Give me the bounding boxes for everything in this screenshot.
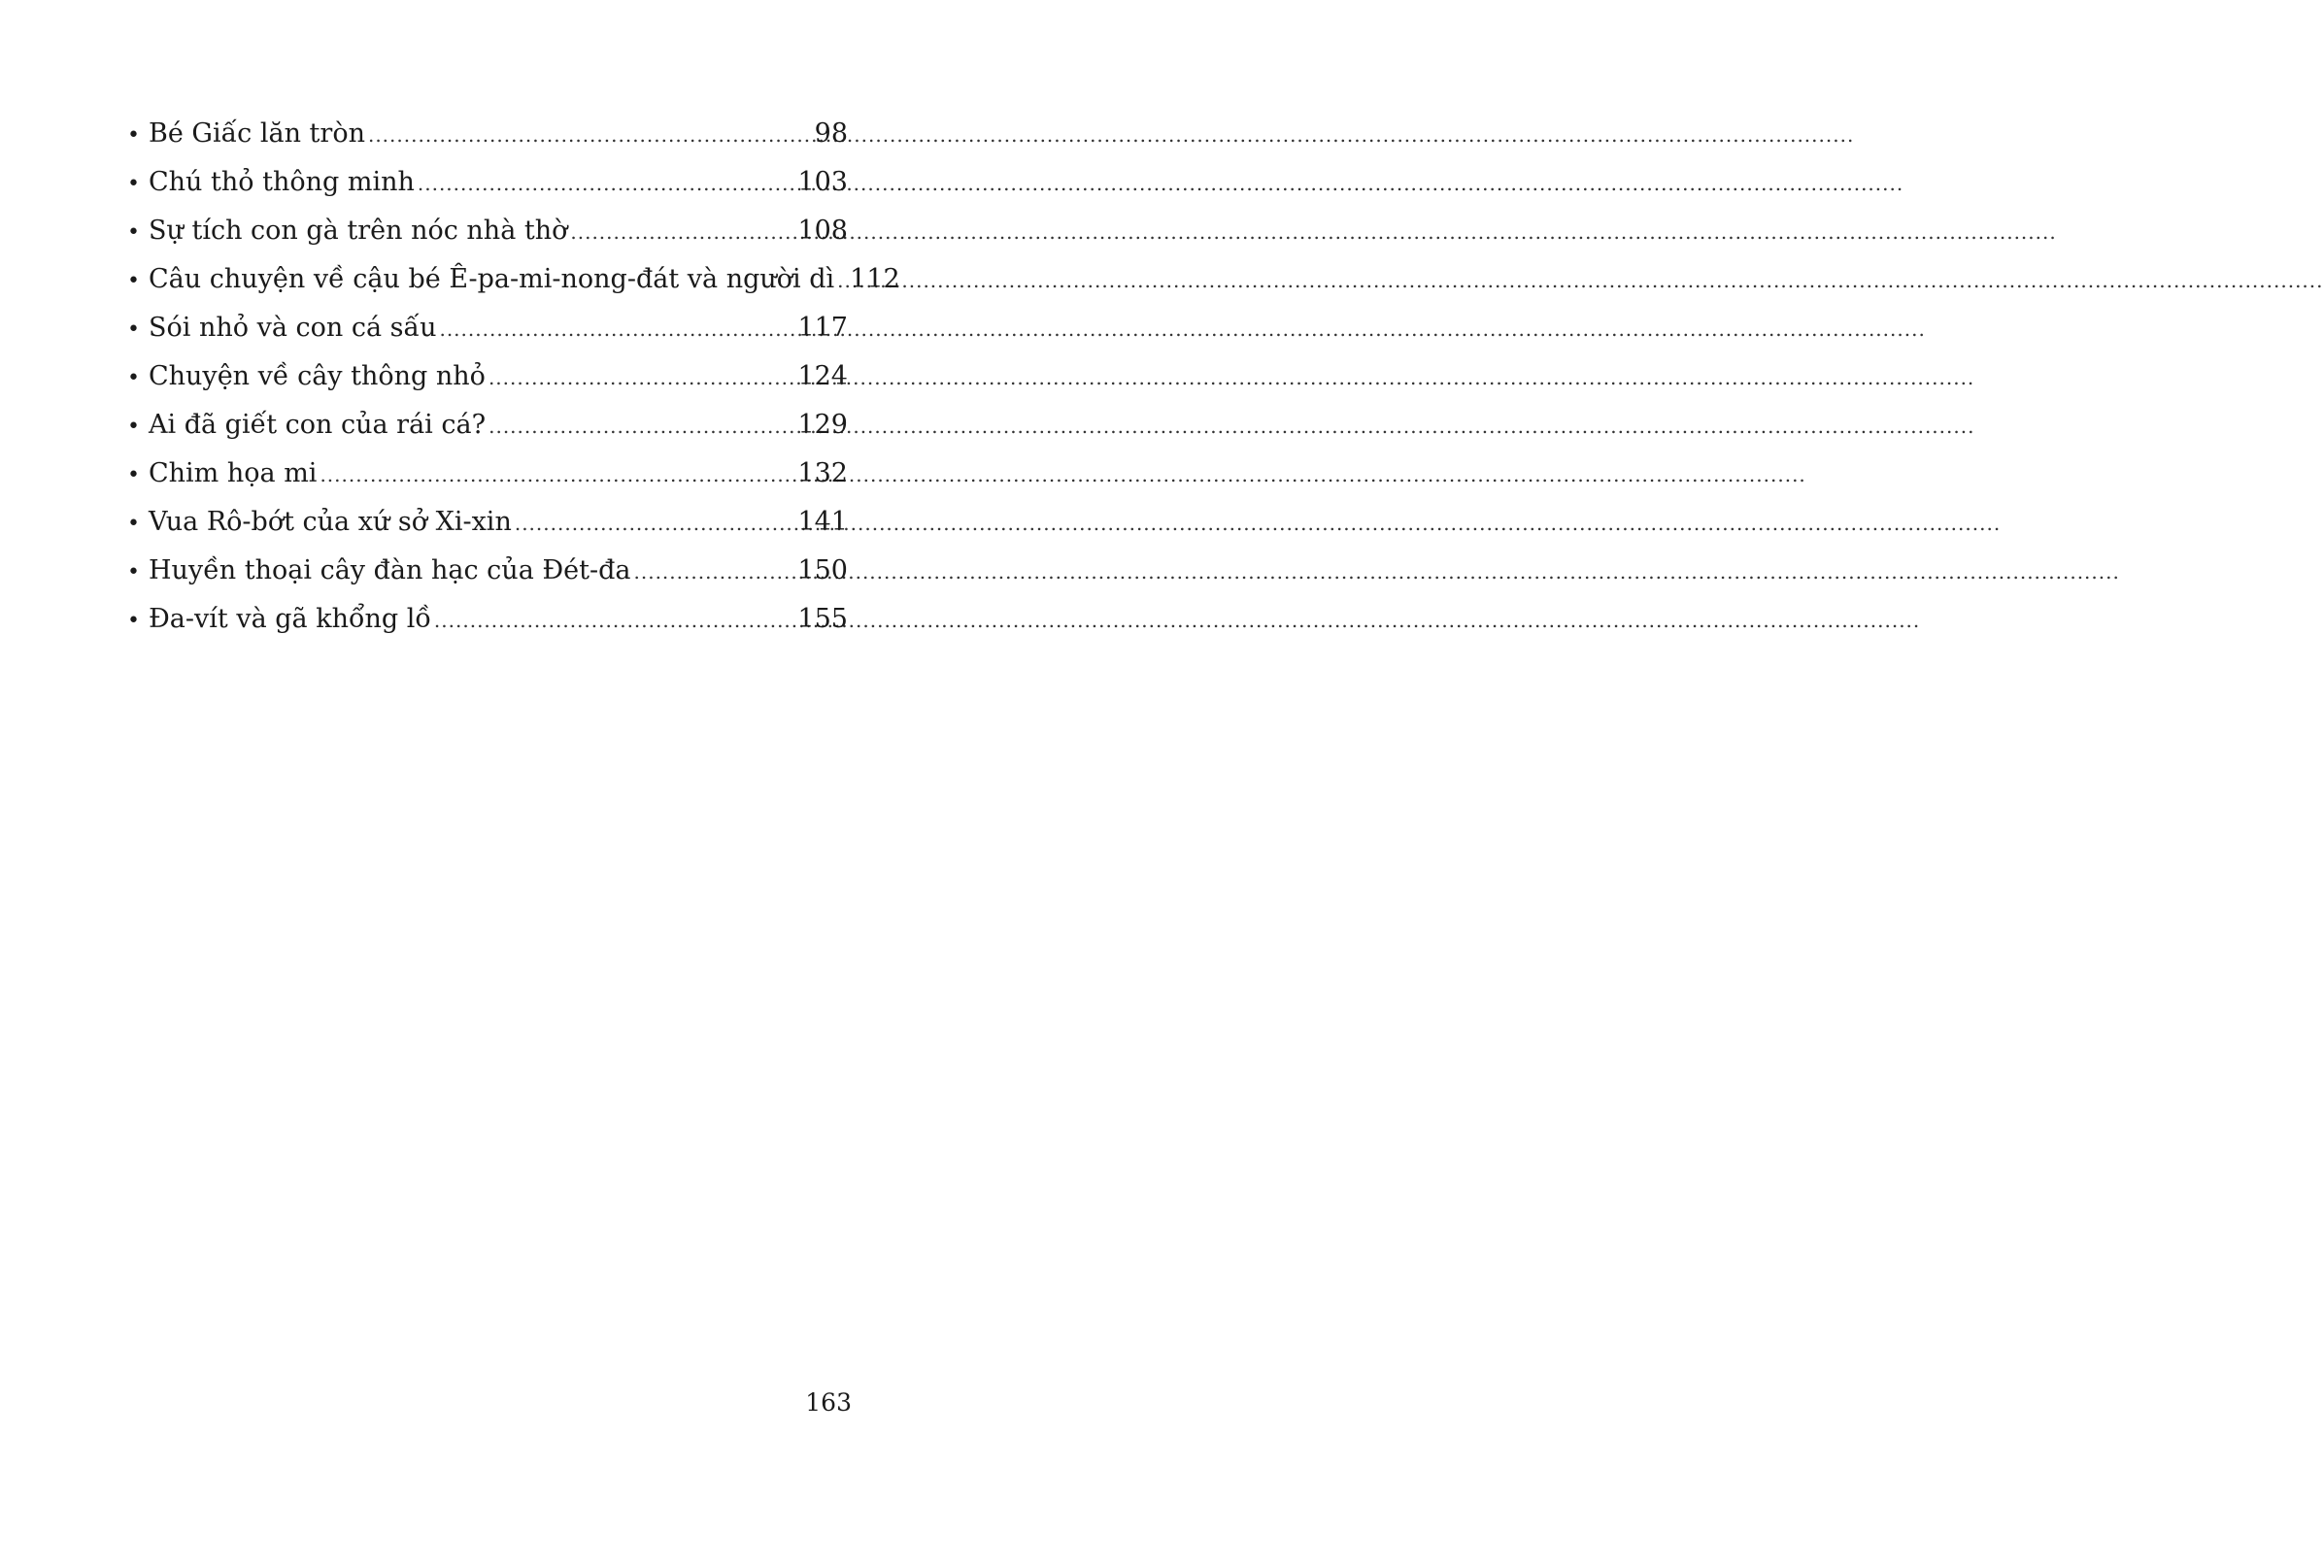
toc-entry (127, 110, 848, 158)
dot-leader (515, 499, 795, 548)
bullet-icon: • (127, 415, 140, 439)
toc-entry-page: 150 (797, 555, 848, 585)
toc-entry-title: Sự tích con gà trên nóc nhà thờ (149, 216, 568, 246)
dot-leader (837, 256, 847, 305)
bullet-icon: • (127, 609, 140, 633)
toc-entry (127, 352, 848, 401)
toc-entry-page: 108 (797, 216, 848, 246)
toc-entry-page: 117 (797, 313, 848, 343)
toc-entry (127, 450, 848, 498)
toc-entry-page: 124 (797, 361, 848, 391)
toc-entry-page: 141 (797, 507, 848, 537)
toc-entry (127, 547, 848, 595)
toc-entry (127, 304, 848, 352)
toc-entry (127, 401, 848, 450)
bullet-icon: • (127, 366, 140, 390)
bullet-icon: • (127, 512, 140, 536)
toc-entry (127, 158, 848, 207)
bullet-icon: • (127, 317, 140, 342)
toc-entry-title: Câu chuyện về cậu bé Ê-pa-mi-nong-đát và người dì (149, 264, 835, 294)
toc-entry (127, 207, 848, 255)
bullet-icon: • (127, 463, 140, 487)
toc-entry (127, 255, 900, 304)
dot-leader (439, 305, 794, 353)
dot-leader (570, 208, 794, 256)
dot-leader (418, 159, 795, 208)
bullet-icon: • (127, 560, 140, 584)
dot-leader (434, 596, 795, 645)
toc-entry-title: Chú thỏ thông minh (149, 167, 415, 197)
dot-leader (320, 450, 794, 499)
toc-entry-title: Chuyện về cây thông nhỏ (149, 361, 486, 391)
toc-entry (127, 498, 848, 547)
toc-entry-title: Bé Giấc lăn tròn (149, 118, 365, 149)
dot-leader (488, 402, 794, 450)
table-of-contents (127, 110, 900, 644)
dot-leader (368, 111, 812, 159)
toc-entry-page: 112 (850, 264, 900, 294)
dot-leader (634, 548, 795, 596)
toc-entry-title: Ai đã giết con của rái cá? (149, 410, 487, 440)
bullet-icon: • (127, 123, 140, 148)
toc-entry-title: Vua Rô-bớt của xứ sở Xi-xin (149, 507, 512, 537)
toc-entry-page: 98 (814, 118, 848, 149)
toc-entry-page: 103 (797, 167, 848, 197)
toc-entry-page: 132 (797, 458, 848, 488)
toc-entry-title: Đa-vít và gã khổng lồ (149, 604, 431, 634)
dot-leader (488, 353, 795, 402)
toc-entry-title: Sói nhỏ và con cá sấu (149, 313, 437, 343)
bullet-icon: • (127, 269, 140, 293)
toc-entry (127, 595, 848, 644)
toc-entry-title: Chim họa mi (149, 458, 318, 488)
bullet-icon: • (127, 172, 140, 196)
toc-entry-page: 129 (797, 410, 848, 440)
page-number: 163 (805, 1388, 852, 1417)
bullet-icon: • (127, 220, 140, 245)
toc-entry-page: 155 (797, 604, 848, 634)
toc-entry-title: Huyền thoại cây đàn hạc của Đét-đa (149, 555, 631, 585)
